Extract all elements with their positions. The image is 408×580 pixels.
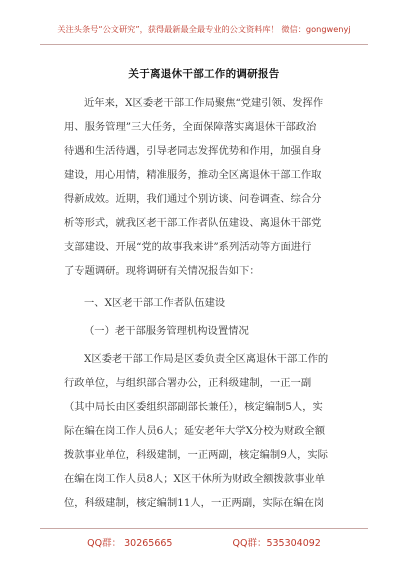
paragraph-line: （其中局长由区委组织部副部长兼任），核定编制5人，实 — [64, 401, 323, 413]
header-banner: 关注头条号“公文研究”，获得最新最全最专业的公文资料库！ 微信：gongwenyj — [57, 24, 351, 34]
paragraph-line: 行政单位，与组织部合署办公，正科级建制，一正一副 — [64, 377, 312, 389]
paragraph-line: 建设，用心用情，精准服务，推动全区离退休干部工作取 — [64, 169, 322, 181]
paragraph-line: 拨款事业单位，科级建制，一正两副，核定编制9人，实际 — [64, 449, 328, 461]
paragraph-line: 了专题调研。现将调研有关情况报告如下： — [64, 265, 260, 277]
footer-qq-group-1: QQ群： 30265665 — [87, 538, 173, 549]
paragraph-line: 近年来，X区委老干部工作局聚焦“党建引领、发挥作 — [84, 97, 324, 109]
footer-divider — [40, 528, 368, 529]
footer — [0, 535, 408, 549]
paragraph-line: 在编在岗工作人员8人；X区干休所为财政全额拨款事业单 — [64, 473, 326, 485]
paragraph-line: 位，科级建制，核定编制11人，一正两副，实际在编在岗 — [64, 497, 325, 509]
paragraph-line: 用、服务管理”三大任务，全面保障落实离退休干部政治 — [64, 121, 317, 133]
header-divider — [40, 44, 368, 45]
document-title: 关于离退休干部工作的调研报告 — [128, 68, 280, 80]
paragraph-line: 际在编在岗工作人员6人；延安老年大学X分校为财政全额 — [64, 425, 326, 437]
section-heading: 一、X区老干部工作者队伍建设 — [84, 297, 226, 309]
footer-qq-group-2: QQ群：535304092 — [232, 538, 321, 549]
paragraph-line: 得新成效。近期，我们通过个别访谈、问卷调查、综合分 — [64, 193, 322, 205]
paragraph-line: 析等形式，就我区老干部工作者队伍建设、离退休干部党 — [64, 217, 322, 229]
paragraph-line: 待遇和生活待遇，引导老同志发挥优势和作用，加强自身 — [64, 145, 322, 157]
paragraph-line: 支部建设、开展“党的故事我来讲”系列活动等方面进行 — [64, 241, 312, 253]
subsection-heading: （一）老干部服务管理机构设置情况 — [84, 325, 249, 337]
paragraph-line: X区委老干部工作局是区委负责全区离退休干部工作的 — [84, 353, 329, 365]
